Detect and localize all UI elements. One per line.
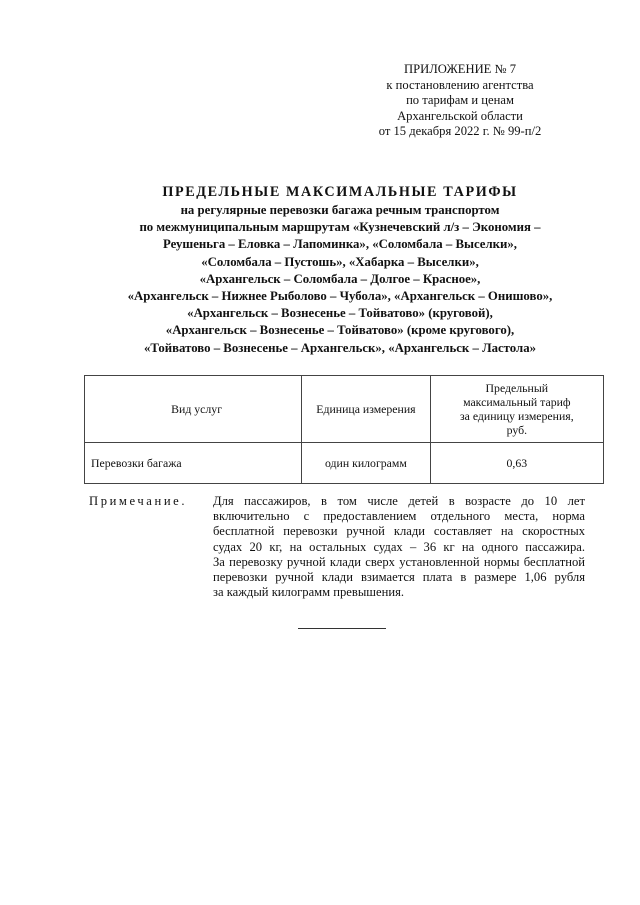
table-header-row xyxy=(85,376,604,443)
heading-line: «Архангельск – Нижнее Рыболово – Чубола», «Архангельск – Онишово», xyxy=(127,289,553,304)
note-line: бесплатной перевозки ручной клади составляет на скоростных xyxy=(213,524,585,539)
note-line: За перевозку ручной клади сверх установленной нормы бесплатной xyxy=(213,554,585,569)
heading-line: по межмуниципальным маршрутам «Кузнечевский л/з – Экономия – xyxy=(139,220,541,235)
header-tariff-line: максимальный тариф xyxy=(463,394,571,409)
note-line: за каждый килограмм превышения. xyxy=(213,585,405,600)
heading-line: «Архангельск – Вознесенье – Тойватово» (кроме кругового), xyxy=(165,323,515,338)
header-tariff-line: Предельный xyxy=(485,380,549,395)
heading-line: «Архангельск – Соломбала – Долгое – Красное», xyxy=(199,271,481,286)
heading-line: Реушеньга – Еловка – Лапоминка», «Соломбала – Выселки», xyxy=(162,237,518,252)
appendix-ref-line: к постановлению агентства xyxy=(386,77,534,92)
document-title: ПРЕДЕЛЬНЫЕ МАКСИМАЛЬНЫЕ ТАРИФЫ xyxy=(162,184,518,200)
appendix-number: ПРИЛОЖЕНИЕ № 7 xyxy=(404,62,516,76)
appendix-date-line: от 15 декабря 2022 г. № 99-п/2 xyxy=(378,124,542,139)
heading-line: «Архангельск – Вознесенье – Тойватово» (круговой), xyxy=(187,306,493,321)
header-unit: Единица измерения xyxy=(302,376,430,443)
note-label: Примечание. xyxy=(89,494,188,508)
header-tariff-line: руб. xyxy=(506,423,528,438)
appendix-ref-line: Архангельской области xyxy=(397,108,523,123)
closing-divider xyxy=(298,628,386,629)
heading-line: «Тойватово – Вознесенье – Архангельск», «Архангельск – Ластола» xyxy=(143,340,537,355)
header-service: Вид услуг xyxy=(85,376,302,443)
heading-line: на регулярные перевозки багажа речным транспортом xyxy=(180,203,500,217)
heading-line: «Соломбала – Пустошь», «Хабарка – Выселки», xyxy=(201,254,479,269)
note-text xyxy=(213,494,585,600)
note-line: судах 20 кг, на остальных судах – 36 кг на одного пассажира. xyxy=(213,539,585,554)
table-row xyxy=(85,443,604,484)
cell-unit: один килограмм xyxy=(302,443,430,484)
header-tariff xyxy=(430,376,603,443)
note-line: включительно с предоставлением отдельного места, норма xyxy=(213,509,585,524)
appendix-block xyxy=(335,62,585,140)
note-line: Для пассажиров, в том числе детей в возрасте до 10 лет xyxy=(213,494,585,508)
document-heading xyxy=(60,182,620,357)
tariff-table xyxy=(84,375,604,484)
appendix-ref-line: по тарифам и ценам xyxy=(406,93,514,108)
note-line: перевозки ручной клади взимается плата в размере 1,06 рубля xyxy=(213,570,585,585)
header-tariff-line: за единицу измерения, xyxy=(459,409,574,423)
cell-tariff: 0,63 xyxy=(430,443,603,484)
cell-service: Перевозки багажа xyxy=(85,443,302,484)
